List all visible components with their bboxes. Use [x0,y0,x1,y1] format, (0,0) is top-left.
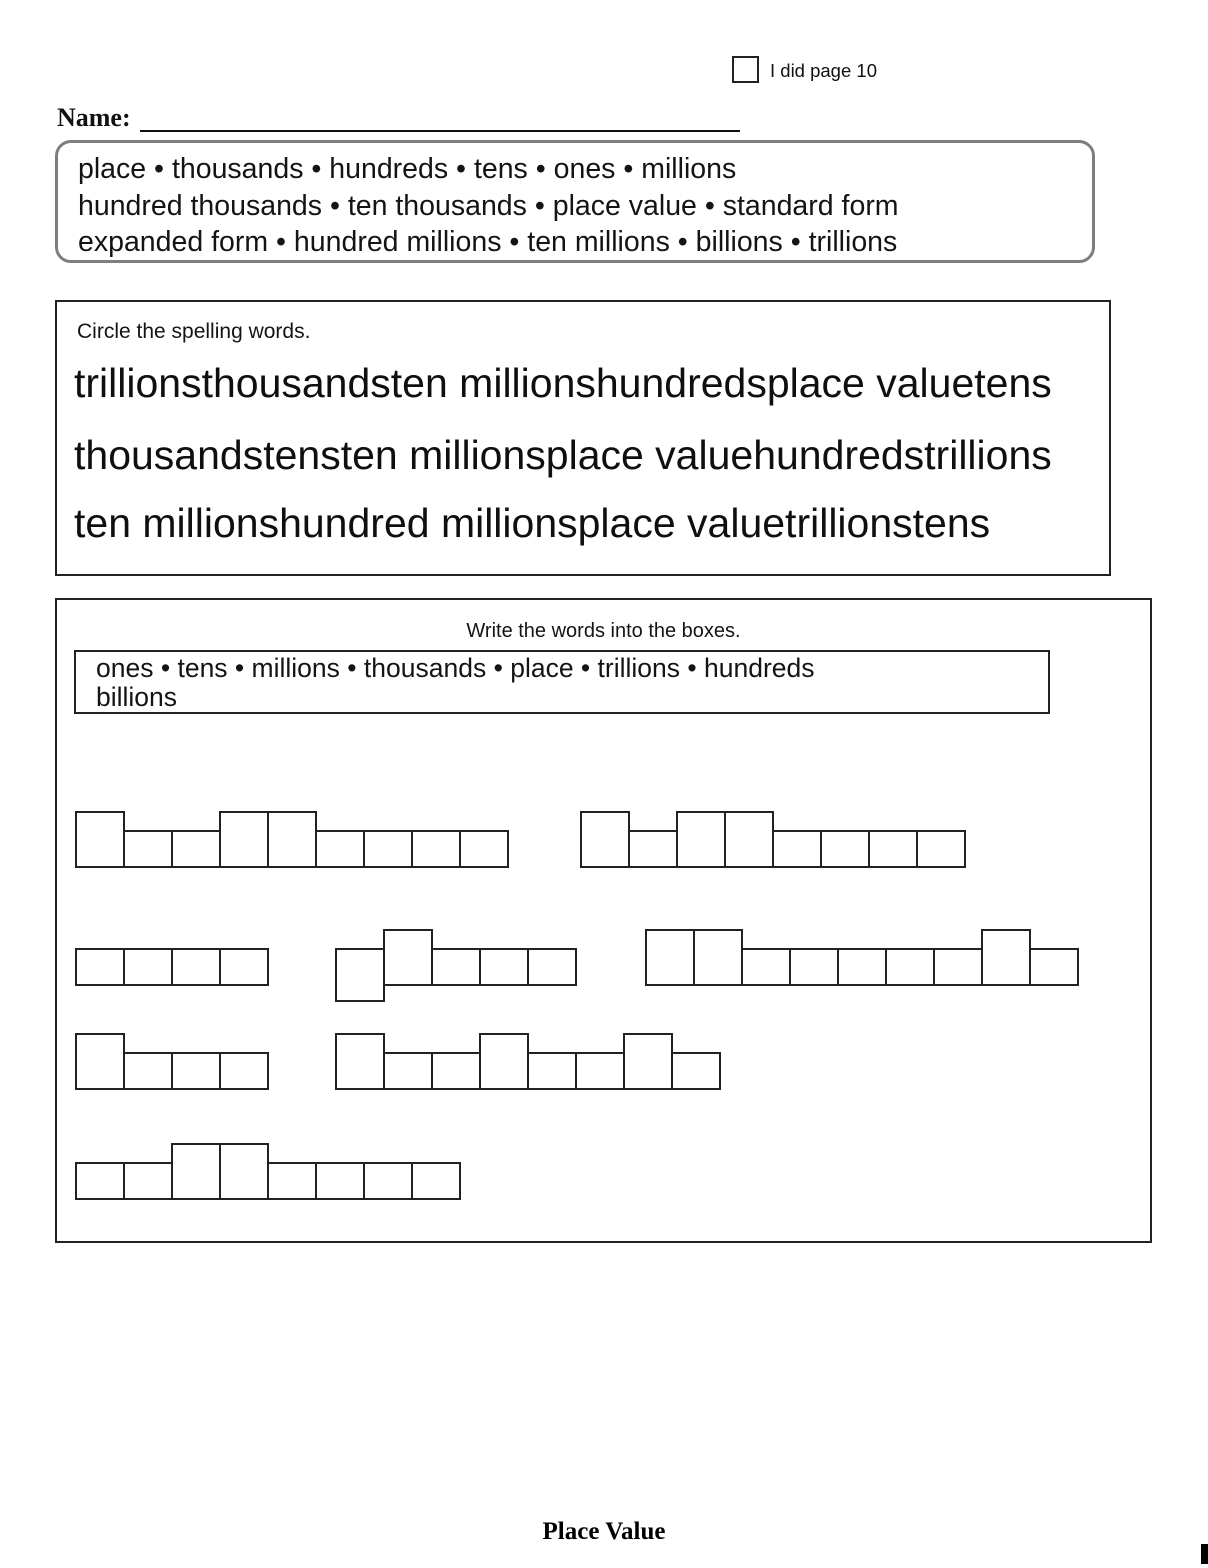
letter-box-place-5[interactable] [527,948,577,986]
letter-box-billions-3[interactable] [676,811,726,868]
letter-box-trillions-1[interactable] [75,811,125,868]
letter-box-thousands-1[interactable] [645,929,695,986]
letter-box-trillions-7[interactable] [363,830,413,868]
letter-box-trillions-8[interactable] [411,830,461,868]
letter-box-thousands-4[interactable] [789,948,839,986]
scan-artifact [1201,1544,1208,1564]
letter-box-billions-8[interactable] [916,830,966,868]
circle-words-section [55,300,1111,576]
letter-box-millions-4[interactable] [219,1143,269,1200]
page-title: Place Value [542,1518,666,1545]
letter-box-billions-1[interactable] [580,811,630,868]
letter-box-thousands-7[interactable] [933,948,983,986]
letter-box-place-1[interactable] [335,948,385,1002]
letter-box-billions-6[interactable] [820,830,870,868]
letter-box-ones-4[interactable] [219,948,269,986]
letter-box-millions-1[interactable] [75,1162,125,1200]
letter-box-hundreds-7[interactable] [623,1033,673,1090]
letter-box-tens-1[interactable] [75,1033,125,1090]
word-shapes-layer [57,600,1150,1241]
letter-box-millions-8[interactable] [411,1162,461,1200]
letter-box-billions-7[interactable] [868,830,918,868]
letter-box-thousands-8[interactable] [981,929,1031,986]
letter-box-billions-2[interactable] [628,830,678,868]
letter-box-ones-2[interactable] [123,948,173,986]
letter-box-millions-6[interactable] [315,1162,365,1200]
letter-box-thousands-3[interactable] [741,948,791,986]
letter-box-ones-3[interactable] [171,948,221,986]
circle-words-line-2[interactable]: thousandstensten millionsplace valuehundredstrillions [74,432,1052,478]
letter-box-hundreds-1[interactable] [335,1033,385,1090]
letter-box-millions-7[interactable] [363,1162,413,1200]
letter-box-billions-4[interactable] [724,811,774,868]
letter-box-trillions-5[interactable] [267,811,317,868]
letter-box-hundreds-3[interactable] [431,1052,481,1090]
letter-box-millions-3[interactable] [171,1143,221,1200]
letter-box-trillions-4[interactable] [219,811,269,868]
letter-box-billions-5[interactable] [772,830,822,868]
letter-box-thousands-9[interactable] [1029,948,1079,986]
letter-box-trillions-9[interactable] [459,830,509,868]
did-page-label: I did page 10 [770,60,877,81]
letter-box-trillions-6[interactable] [315,830,365,868]
letter-box-place-3[interactable] [431,948,481,986]
letter-box-hundreds-2[interactable] [383,1052,433,1090]
letter-box-thousands-6[interactable] [885,948,935,986]
write-words-section [55,598,1152,1243]
write-words-instruction: Write the words into the boxes. [466,620,741,642]
letter-box-hundreds-5[interactable] [527,1052,577,1090]
letter-box-place-2[interactable] [383,929,433,986]
inner-bank-line-2: billions [96,682,178,712]
letter-box-trillions-3[interactable] [171,830,221,868]
letter-box-tens-3[interactable] [171,1052,221,1090]
inner-bank-line-1: ones • tens • millions • thousands • place • trillions • hundreds [96,653,815,683]
circle-words-line-3[interactable]: ten millionshundred millionsplace valuetrillionstens [74,500,991,546]
letter-box-tens-2[interactable] [123,1052,173,1090]
word-bank-line-3: expanded form • hundred millions • ten millions • billions • trillions [78,226,898,258]
word-bank-line-1: place • thousands • hundreds • tens • ones • millions [78,153,737,185]
letter-box-millions-2[interactable] [123,1162,173,1200]
did-page-checkbox[interactable] [732,56,759,83]
letter-box-place-4[interactable] [479,948,529,986]
letter-box-thousands-2[interactable] [693,929,743,986]
letter-box-ones-1[interactable] [75,948,125,986]
name-write-line[interactable] [140,130,740,132]
letter-box-hundreds-8[interactable] [671,1052,721,1090]
letter-box-hundreds-4[interactable] [479,1033,529,1090]
word-bank-line-2: hundred thousands • ten thousands • place value • standard form [78,189,899,222]
letter-box-thousands-5[interactable] [837,948,887,986]
word-bank-box [55,140,1095,263]
letter-box-hundreds-6[interactable] [575,1052,625,1090]
letter-box-tens-4[interactable] [219,1052,269,1090]
circle-instruction: Circle the spelling words. [77,320,311,343]
letter-box-millions-5[interactable] [267,1162,317,1200]
letter-box-trillions-2[interactable] [123,830,173,868]
name-label: Name: [57,103,131,132]
circle-words-line-1[interactable]: trillionsthousandsten millionshundredsplace valuetens [74,360,1052,406]
